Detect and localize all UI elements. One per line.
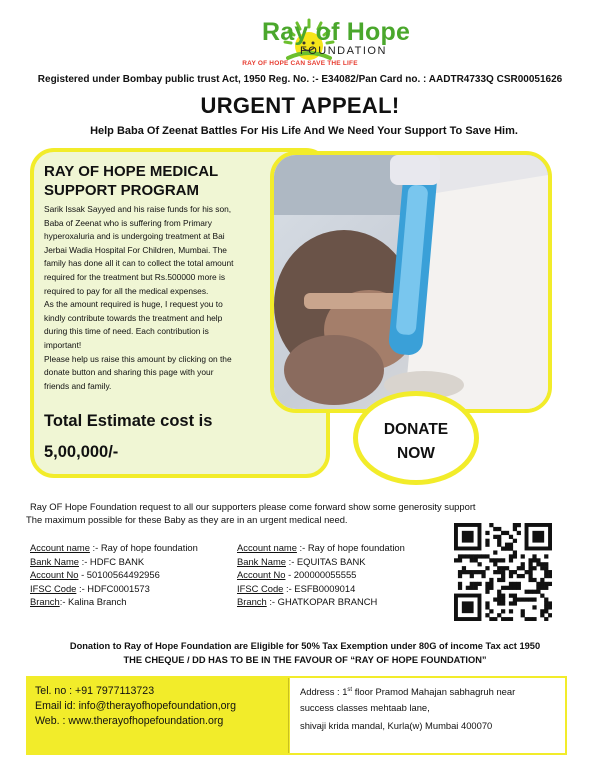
ifsc-row: [237, 582, 405, 596]
description-line: Baba of Zeenat who is suffering from Primary: [44, 217, 212, 228]
ifsc-row: [30, 582, 198, 596]
account-name-key: Account name: [30, 542, 90, 553]
qr-code-icon[interactable]: [454, 523, 552, 621]
email-link[interactable]: Email id: info@therayofhopefoundation,org: [35, 700, 236, 712]
account-name-value: :- Ray of hope foundation: [89, 542, 198, 553]
description-line: donate button and sharing this page with your: [44, 367, 214, 378]
program-title-line1: RAY OF HOPE MEDICAL: [44, 163, 219, 180]
branch-row: [30, 595, 198, 609]
description-line: required for the treatment but Rs.500000 more is: [44, 271, 226, 282]
address-prefix: Address : 1: [300, 686, 348, 698]
description-line: Jerbai Wadia Hospital For Children, Mumbai. The: [44, 244, 227, 255]
patient-photo: [270, 151, 552, 413]
ifsc-key: IFSC Code: [30, 582, 77, 594]
tagline: RAY OF HOPE CAN SAVE THE LIFE: [242, 60, 358, 67]
phone-number[interactable]: Tel. no : +91 7977113723: [35, 685, 155, 697]
logo-subtitle: FOUNDATION: [300, 45, 387, 57]
account-name-value: :- Ray of hope foundation: [296, 542, 405, 553]
ifsc-key: IFSC Code: [237, 582, 284, 594]
description-line: Please help us raise this amount by clicking on the: [44, 353, 232, 364]
bank-name-row: [237, 555, 405, 569]
account-name-row: [30, 541, 198, 555]
branch-row: [237, 595, 405, 609]
branch-value: :- GHATKOPAR BRANCH: [266, 596, 378, 608]
estimate-label: Total Estimate cost is: [44, 412, 213, 430]
account-no-value: - 200000055555: [285, 569, 357, 581]
description-line: important!: [44, 339, 82, 350]
account-no-row: [237, 568, 405, 582]
account-name-key: Account name: [237, 542, 297, 553]
description-line: As the amount required is huge, I request you to: [44, 299, 223, 310]
account-name-row: [237, 541, 405, 555]
website-link[interactable]: Web. : www.therayofhopefoundation.org: [35, 715, 224, 727]
address-line1-rest: floor Pramod Mahajan sabhagruh near: [352, 686, 516, 698]
bank-name-value: :- EQUITAS BANK: [285, 555, 366, 567]
account-no-value: - 50100564492956: [78, 569, 160, 581]
bank-name-key: Bank Name: [237, 555, 286, 567]
bank-details-equitas: [237, 541, 405, 609]
donate-now-label[interactable]: [353, 418, 479, 466]
bank-name-value: :- HDFC BANK: [78, 555, 145, 567]
description-line: kindly contribute towards the treatment and help: [44, 312, 223, 323]
account-no-row: [30, 568, 198, 582]
bank-name-key: Bank Name: [30, 555, 79, 567]
address-sup: st: [347, 687, 353, 693]
address-line-2: success classes mehtaab lane,: [300, 702, 430, 713]
logo-name: Ray of Hope: [262, 18, 411, 46]
registration-line: Registered under Bombay public trust Act, 1950 Reg. No. :- E34082/Pan Card no. : AADTR4733Q CSR00051626: [37, 74, 563, 85]
donate-label-line2: NOW: [397, 445, 435, 462]
account-no-key: Account No: [237, 569, 286, 581]
page-subtitle: Help Baba Of Zeenat Battles For His Life And We Need Your Support To Save Him.: [90, 125, 518, 137]
bank-details-hdfc: [30, 541, 198, 609]
page-title: URGENT APPEAL!: [200, 93, 400, 118]
description-line: required to pay for all the medical expenses.: [44, 285, 209, 296]
branch-value: :- Kalina Branch: [59, 596, 127, 608]
branch-key: Branch: [237, 596, 267, 608]
program-title-line2: SUPPORT PROGRAM: [44, 182, 200, 199]
request-line-2: The maximum possible for these Baby as they are in an urgent medical need.: [26, 514, 348, 525]
bank-name-row: [30, 555, 198, 569]
account-no-key: Account No: [30, 569, 79, 581]
tax-exemption-note: Donation to Ray of Hope Foundation are Eligible for 50% Tax Exemption under 80G of income Tax act 1950: [69, 641, 541, 651]
description-line: during this time of need. Each contribution is: [44, 326, 209, 337]
branch-key: Branch: [30, 596, 60, 608]
description-line: family has done all it can to collect the total amount: [44, 258, 234, 269]
description-line: friends and family.: [44, 380, 112, 391]
description-line: hyperoxaluria and is undergoing treatment at Bai: [44, 231, 225, 242]
address-line-3: shivaji krida mandal, Kurla(w) Mumbai 400070: [300, 720, 493, 731]
cheque-note: THE CHEQUE / DD HAS TO BE IN THE FAVOUR OF “RAY OF HOPE FOUNDATION”: [123, 655, 487, 665]
description-line: Sarik Issak Sayyed and his raise funds for his son,: [44, 204, 232, 214]
ifsc-value: :- HDFC0001573: [76, 582, 150, 594]
donate-label-line1: DONATE: [383, 421, 449, 438]
request-line-1: Ray OF Hope Foundation request to all our supporters please come forward show some generosity support: [30, 501, 476, 512]
estimate-value: 5,00,000/-: [44, 443, 119, 461]
ifsc-value: :- ESFB0009014: [283, 582, 356, 594]
